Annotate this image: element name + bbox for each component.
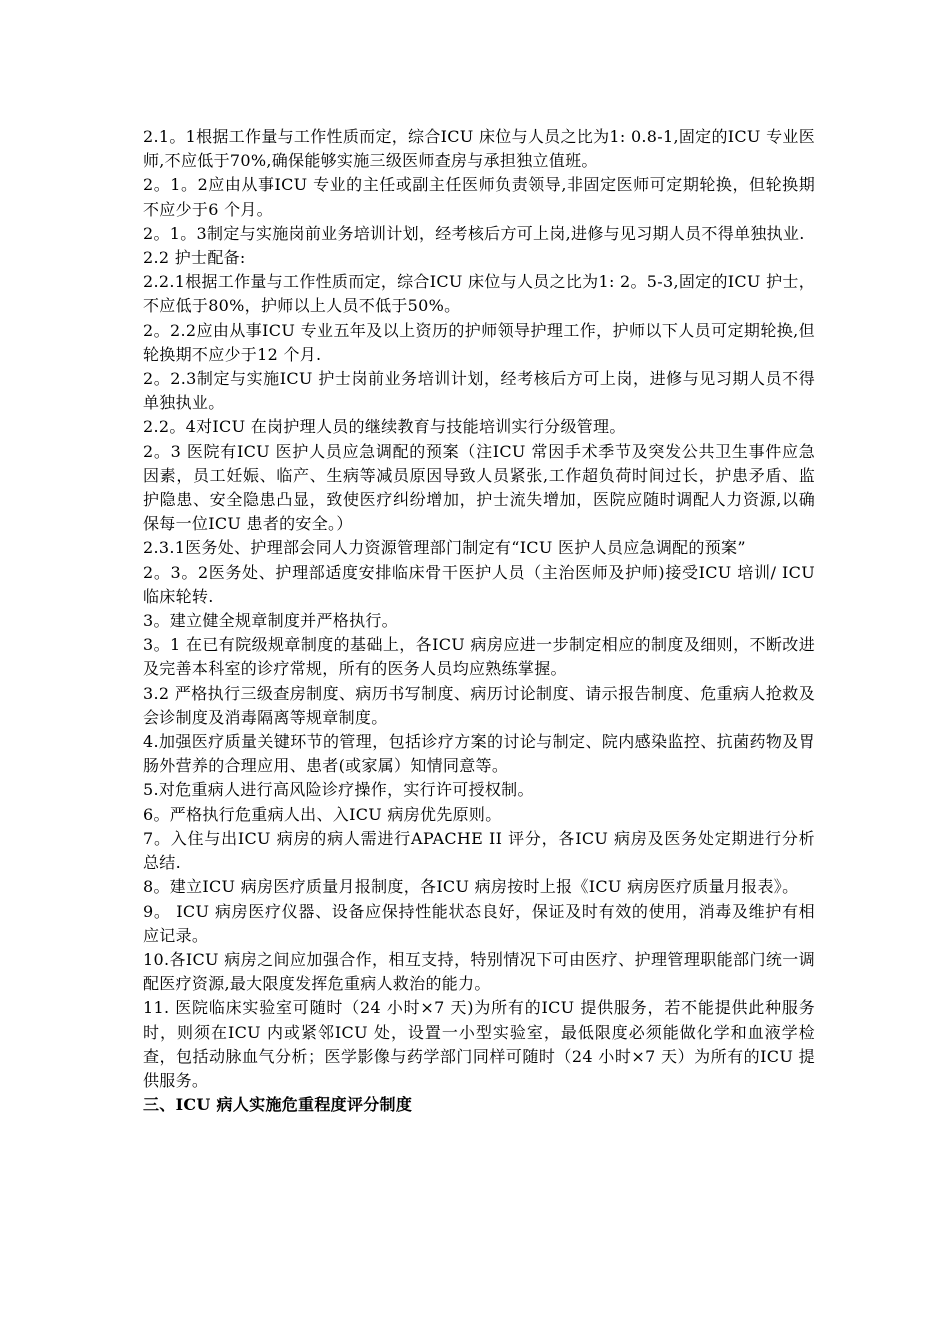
paragraph-11: 11. 医院临床实验室可随时（24 小时×7 天)为所有的ICU 提供服务，若不能提供此种服务时，则须在ICU 内或紧邻ICU 处，设置一小型实验室，最低限度必须能做化学和血液学检查，包括动脉血气分析；医学影像与药学部门同样可随时（24 小时×7 天）为所有的ICU 提供服务。 — [143, 998, 815, 1090]
paragraph-3: 3。建立健全规章制度并严格执行。 — [143, 611, 398, 631]
paragraph-9: 9。 ICU 病房医疗仪器、设备应保持性能状态良好，保证及时有效的使用，消毒及维护有相应记录。 — [143, 901, 815, 945]
paragraph-2-3-1: 2.3.1医务处、护理部会同人力资源管理部门制定有“ICU 医护人员应急调配的预案” — [143, 538, 746, 558]
paragraph-3-1: 3。1 在已有院级规章制度的基础上，各ICU 病房应进一步制定相应的制度及细则，不断改进及完善本科室的诊疗常规，所有的医务人员均应熟练掌握。 — [143, 635, 815, 679]
paragraph-7: 7。入住与出ICU 病房的病人需进行APACHE II 评分，各ICU 病房及医务处定期进行分析总结. — [143, 828, 815, 873]
paragraph-2-2-4: 2.2。4对ICU 在岗护理人员的继续教育与技能培训实行分级管理。 — [143, 417, 626, 437]
paragraph-2-3-2: 2。3。2医务处、护理部适度安排临床骨干医护人员（主治医师及护师)接受ICU 培训/ ICU 临床轮转. — [143, 562, 815, 606]
paragraph-2-1-1: 2.1。1根据工作量与工作性质而定，综合ICU 床位与人员之比为1: 0.8-1,固定的ICU 专业医师,不应低于70%,确保能够实施三级医师查房与承担独立值班。 — [143, 127, 815, 171]
paragraph-3-2: 3.2 严格执行三级查房制度、病历书写制度、病历讨论制度、请示报告制度、危重病人抢救及会诊制度及消毒隔离等规章制度。 — [143, 683, 815, 727]
paragraph-2-1-2: 2。1。2应由从事ICU 专业的主任或副主任医师负责领导,非固定医师可定期轮换，但轮换期不应少于6 个月。 — [143, 175, 815, 219]
section-heading: 三、ICU 病人实施危重程度评分制度 — [143, 1095, 413, 1115]
paragraph-2-2-1: 2.2.1根据工作量与工作性质而定，综合ICU 床位与人员之比为1: 2。5-3,固定的ICU 护士，不应低于80%，护师以上人员不低于50%。 — [143, 272, 815, 316]
paragraph-10: 10.各ICU 病房之间应加强合作，相互支持，特别情况下可由医疗、护理管理职能部门统一调配医疗资源,最大限度发挥危重病人救治的能力。 — [143, 949, 815, 994]
paragraph-2-2-2: 2。2.2应由从事ICU 专业五年及以上资历的护师领导护理工作，护师以下人员可定期轮换,但轮换期不应少于12 个月. — [143, 320, 815, 364]
document-body — [143, 125, 815, 1117]
paragraph-4: 4.加强医疗质量关键环节的管理，包括诊疗方案的讨论与制定、院内感染监控、抗菌药物及胃肠外营养的合理应用、患者(或家属）知情同意等。 — [143, 732, 815, 776]
paragraph-5: 5.对危重病人进行高风险诊疗操作，实行许可授权制。 — [143, 780, 534, 800]
paragraph-6: 6。严格执行危重病人出、入ICU 病房优先原则。 — [143, 804, 502, 824]
paragraph-8: 8。建立ICU 病房医疗质量月报制度，各ICU 病房按时上报《ICU 病房医疗质量月报表》。 — [143, 877, 799, 897]
paragraph-2-1-3: 2。1。3制定与实施岗前业务培训计划，经考核后方可上岗,进修与见习期人员不得单独执业. — [143, 223, 805, 243]
paragraph-2-2: 2.2 护士配备: — [143, 248, 246, 268]
paragraph-2-3: 2。3 医院有ICU 医护人员应急调配的预案（注ICU 常因手术季节及突发公共卫生事件应急因素，员工妊娠、临产、生病等减员原因导致人员紧张,工作超负荷时间过长，护患矛盾、监护隐患、安全隐患凸显，致使医疗纠纷增加，护士流失增加，医院应随时调配人力资源,以确保每一位ICU 患者的安全。） — [143, 441, 815, 534]
paragraph-2-2-3: 2。2.3制定与实施ICU 护士岗前业务培训计划，经考核后方可上岗，进修与见习期人员不得单独执业。 — [143, 369, 815, 413]
